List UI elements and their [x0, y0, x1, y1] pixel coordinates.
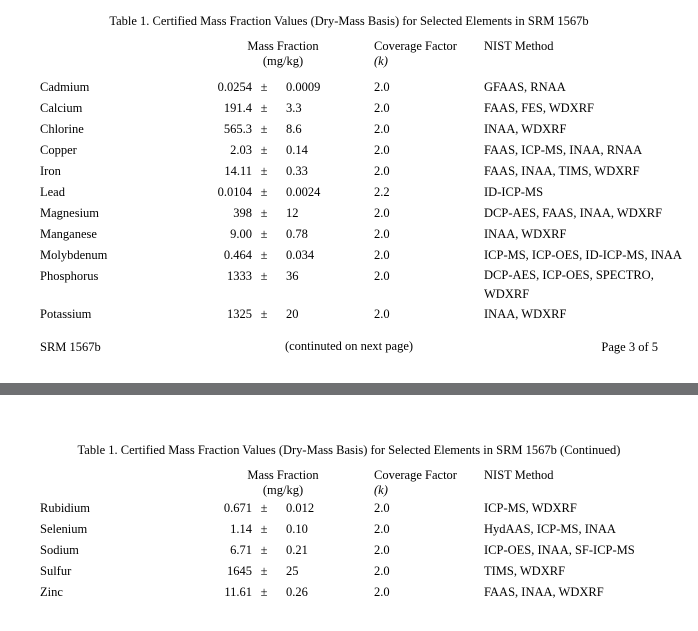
element-coverage-factor: 2.0: [374, 543, 390, 557]
element-name: Magnesium: [40, 206, 100, 220]
element-value: 191.4: [223, 101, 252, 115]
element-name: Sodium: [40, 543, 79, 557]
plus-minus-sign: ±: [260, 143, 268, 157]
table-caption: Table 1. Certified Mass Fraction Values (Dry-Mass Basis) for Selected Elements in SRM 1567b: [109, 14, 589, 28]
table-row: [0, 224, 698, 245]
element-name: Manganese: [40, 227, 97, 241]
table-header-row-1: [0, 468, 698, 483]
element-coverage-factor: 2.0: [374, 80, 390, 94]
header-blank: [0, 468, 190, 483]
element-coverage-factor: 2.0: [374, 143, 390, 157]
element-value: 6.71: [230, 543, 252, 557]
header-blank-2: [0, 483, 190, 498]
header-blank: [0, 39, 190, 54]
element-uncertainty: 36: [286, 269, 299, 283]
element-method: INAA, WDXRF: [484, 122, 567, 136]
table-row: [0, 582, 698, 603]
element-method: INAA, WDXRF: [484, 307, 567, 321]
header-coverage-factor: Coverage Factor: [374, 39, 457, 53]
footer-srm-label: SRM 1567b: [40, 340, 101, 354]
element-coverage-factor: 2.0: [374, 164, 390, 178]
table-row: [0, 161, 698, 182]
table-row: [0, 266, 698, 304]
plus-minus-sign: ±: [260, 543, 268, 557]
element-name: Iron: [40, 164, 61, 178]
plus-minus-sign: ±: [260, 206, 268, 220]
element-coverage-factor: 2.0: [374, 206, 390, 220]
table-header-row-1: [0, 39, 698, 54]
header-coverage-symbol: (k): [374, 483, 388, 497]
plus-minus-sign: ±: [260, 227, 268, 241]
plus-minus-sign: ±: [260, 185, 268, 199]
element-uncertainty: 20: [286, 307, 299, 321]
element-method: DCP-AES, ICP-OES, SPECTRO, WDXRF: [484, 268, 654, 301]
element-value: 9.00: [230, 227, 252, 241]
plus-minus-sign: ±: [260, 80, 268, 94]
table-row: [0, 304, 698, 325]
element-value: 0.0104: [217, 185, 252, 199]
plus-minus-sign: ±: [260, 501, 268, 515]
header-units: (mg/kg): [262, 483, 304, 497]
continued-note: (continuted on next page): [284, 339, 414, 353]
element-coverage-factor: 2.0: [374, 501, 390, 515]
page-footer: [0, 340, 698, 355]
element-coverage-factor: 2.0: [374, 227, 390, 241]
element-value: 398: [233, 206, 252, 220]
header-blank-3: [484, 54, 698, 69]
table-row: [0, 245, 698, 266]
element-name: Selenium: [40, 522, 88, 536]
element-coverage-factor: 2.0: [374, 564, 390, 578]
element-name: Calcium: [40, 101, 83, 115]
element-name: Molybdenum: [40, 248, 108, 262]
element-value: 1325: [227, 307, 252, 321]
element-uncertainty: 8.6: [286, 122, 302, 136]
element-uncertainty: 0.012: [286, 501, 315, 515]
table-row: [0, 498, 698, 519]
footer-page-number: Page 3 of 5: [601, 340, 658, 354]
table-row: [0, 182, 698, 203]
element-uncertainty: 0.0024: [286, 185, 321, 199]
plus-minus-sign: ±: [260, 307, 268, 321]
header-mass-fraction: Mass Fraction: [247, 39, 319, 53]
element-uncertainty: 12: [286, 206, 299, 220]
element-method: FAAS, FES, WDXRF: [484, 101, 594, 115]
element-coverage-factor: 2.0: [374, 585, 390, 599]
header-nist-method: NIST Method: [484, 468, 554, 482]
certified-values-table-page1: [0, 39, 698, 325]
plus-minus-sign: ±: [260, 269, 268, 283]
element-uncertainty: 0.33: [286, 164, 308, 178]
element-uncertainty: 25: [286, 564, 299, 578]
element-name: Copper: [40, 143, 77, 157]
element-value: 0.464: [223, 248, 252, 262]
plus-minus-sign: ±: [260, 122, 268, 136]
element-method: ID-ICP-MS: [484, 185, 544, 199]
header-coverage-factor: Coverage Factor: [374, 468, 457, 482]
element-uncertainty: 0.14: [286, 143, 308, 157]
element-name: Potassium: [40, 307, 92, 321]
element-uncertainty: 3.3: [286, 101, 302, 115]
table-caption-continued: Table 1. Certified Mass Fraction Values (Dry-Mass Basis) for Selected Elements in SRM 1567b (Continued): [77, 443, 621, 457]
table-row: [0, 540, 698, 561]
table-row: [0, 203, 698, 224]
element-method: TIMS, WDXRF: [484, 564, 566, 578]
element-method: DCP-AES, FAAS, INAA, WDXRF: [484, 206, 663, 220]
element-name: Lead: [40, 185, 65, 199]
element-method: FAAS, INAA, TIMS, WDXRF: [484, 164, 640, 178]
element-uncertainty: 0.0009: [286, 80, 321, 94]
element-method: ICP-MS, ICP-OES, ID-ICP-MS, INAA: [484, 248, 682, 262]
element-value: 1.14: [230, 522, 252, 536]
table-row: [0, 98, 698, 119]
element-name: Phosphorus: [40, 269, 99, 283]
element-value: 14.11: [224, 164, 252, 178]
element-method: GFAAS, RNAA: [484, 80, 566, 94]
plus-minus-sign: ±: [260, 101, 268, 115]
element-method: ICP-OES, INAA, SF-ICP-MS: [484, 543, 635, 557]
element-coverage-factor: 2.0: [374, 269, 390, 283]
element-method: FAAS, INAA, WDXRF: [484, 585, 604, 599]
spacer-cell: [0, 69, 698, 77]
table-header-row-2: [0, 483, 698, 498]
plus-minus-sign: ±: [260, 164, 268, 178]
element-value: 0.0254: [217, 80, 252, 94]
plus-minus-sign: ±: [260, 522, 268, 536]
element-name: Chlorine: [40, 122, 84, 136]
table-row: [0, 561, 698, 582]
element-name: Sulfur: [40, 564, 72, 578]
header-mass-fraction: Mass Fraction: [247, 468, 319, 482]
table-row: [0, 77, 698, 98]
table-row: [0, 140, 698, 161]
element-method: HydAAS, ICP-MS, INAA: [484, 522, 616, 536]
element-uncertainty: 0.78: [286, 227, 308, 241]
element-method: ICP-MS, WDXRF: [484, 501, 577, 515]
header-nist-method: NIST Method: [484, 39, 554, 53]
element-coverage-factor: 2.0: [374, 101, 390, 115]
element-uncertainty: 0.034: [286, 248, 315, 262]
element-value: 11.61: [224, 585, 252, 599]
element-method: FAAS, ICP-MS, INAA, RNAA: [484, 143, 643, 157]
header-blank-3: [484, 483, 698, 498]
header-spacer: [0, 69, 698, 77]
document-page-2: [0, 395, 698, 631]
plus-minus-sign: ±: [260, 585, 268, 599]
plus-minus-sign: ±: [260, 248, 268, 262]
header-units: (mg/kg): [262, 54, 304, 68]
certified-values-table-page2: [0, 468, 698, 603]
element-value: 1645: [227, 564, 252, 578]
element-value: 565.3: [223, 122, 252, 136]
element-coverage-factor: 2.0: [374, 522, 390, 536]
header-coverage-symbol: (k): [374, 54, 388, 68]
element-uncertainty: 0.10: [286, 522, 308, 536]
plus-minus-sign: ±: [260, 564, 268, 578]
table-header-row-2: [0, 54, 698, 69]
element-value: 2.03: [230, 143, 252, 157]
element-value: 1333: [227, 269, 252, 283]
element-coverage-factor: 2.0: [374, 122, 390, 136]
element-name: Rubidium: [40, 501, 91, 515]
element-name: Zinc: [40, 585, 63, 599]
element-uncertainty: 0.26: [286, 585, 308, 599]
element-coverage-factor: 2.0: [374, 248, 390, 262]
element-coverage-factor: 2.0: [374, 307, 390, 321]
element-coverage-factor: 2.2: [374, 185, 390, 199]
table-row: [0, 519, 698, 540]
table-row: [0, 119, 698, 140]
element-name: Cadmium: [40, 80, 90, 94]
page-divider: [0, 383, 698, 395]
header-blank-2: [0, 54, 190, 69]
element-method: INAA, WDXRF: [484, 227, 567, 241]
element-value: 0.671: [223, 501, 252, 515]
element-uncertainty: 0.21: [286, 543, 308, 557]
